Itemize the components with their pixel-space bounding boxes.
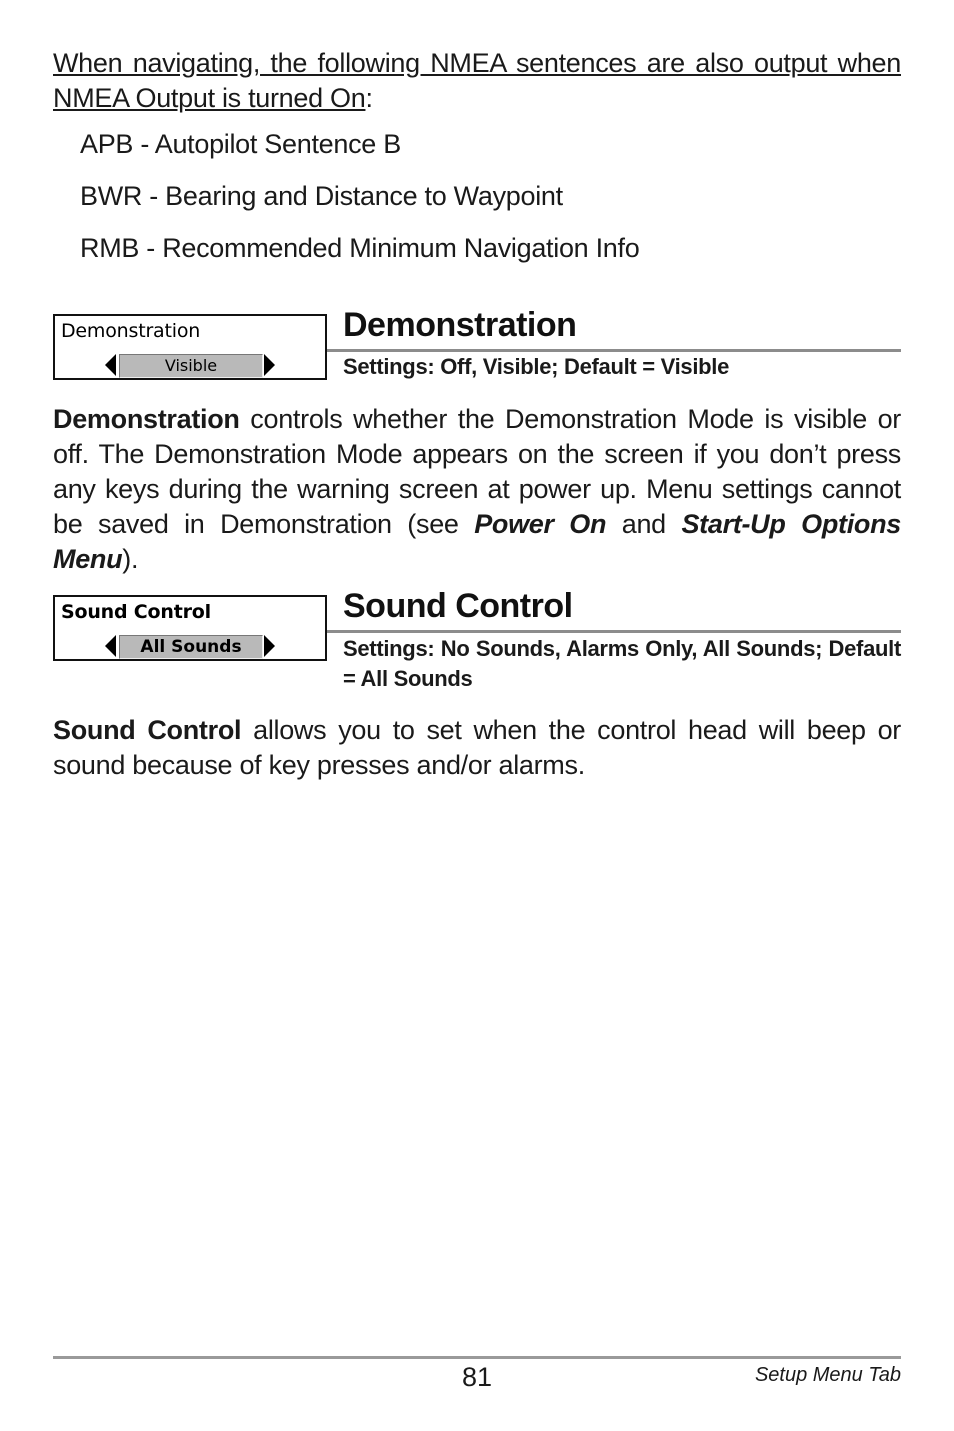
sound-control-widget-value: All Sounds [119,635,263,659]
nmea-intro-colon: : [365,83,373,113]
list-item: APB - Autopilot Sentence B [80,129,401,159]
list-item: RMB - Recommended Minimum Navigation Info [80,233,640,263]
demonstration-text-2: and [606,509,682,539]
sound-control-widget-label: Sound Control [61,601,211,623]
demonstration-text-1: controls whether the Demonstration Mode is visible or off. The Demonstration Mode appears on the screen if you don’t press any keys during the warning screen at power up. Menu settings cannot be saved in Demonstration (see [53,404,901,539]
arrow-right-icon [264,635,275,657]
arrow-left-icon [105,354,116,376]
demonstration-menu-widget [53,314,327,380]
power-on-reference: Power On [474,509,607,539]
demonstration-widget-label: Demonstration [61,320,201,342]
arrow-left-icon [105,635,116,657]
arrow-right-icon [264,354,275,376]
nmea-sentence-list [80,124,880,280]
sound-control-settings: Settings: No Sounds, Alarms Only, All Sounds; Default = All Sounds [343,636,901,691]
nmea-intro-underlined: When navigating, the following NMEA sentences are also output when NMEA Output is turned On [53,48,901,113]
sound-control-text-1: allows you to set when the control head will beep or sound because of key presses and/or alarms. [53,715,902,780]
startup-options-reference: Start-Up Options Menu [53,509,902,574]
nmea-intro [53,46,901,116]
demonstration-text-3: ). [122,544,139,574]
demonstration-description [53,402,901,577]
page-number: 81 [461,1362,493,1392]
demonstration-settings: Settings: Off, Visible; Default = Visible [343,354,730,379]
footer-rule [53,1356,901,1359]
list-item: BWR - Bearing and Distance to Waypoint [80,181,563,211]
demonstration-widget-value: Visible [119,354,263,378]
footer-section-name: Setup Menu Tab [754,1364,901,1386]
demonstration-term: Demonstration [53,404,240,434]
demonstration-title: Demonstration [343,306,577,344]
sound-control-term: Sound Control [53,715,242,745]
sound-control-menu-widget [53,595,327,661]
sound-control-title: Sound Control [343,587,573,625]
sound-control-description [53,713,901,783]
sound-control-title-rule [327,630,901,633]
